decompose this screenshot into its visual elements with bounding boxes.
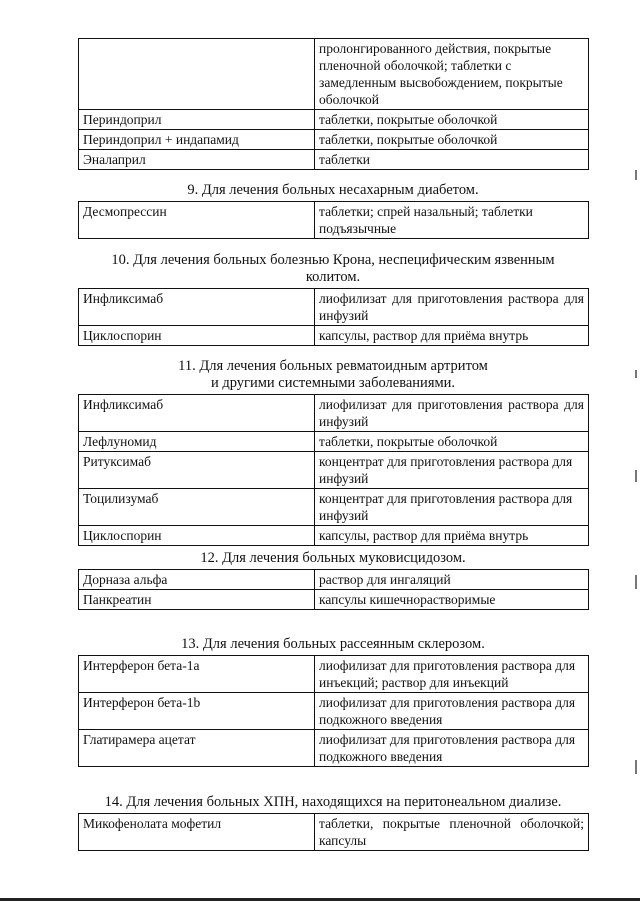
drug-name-cell: Глатирамера ацетат: [79, 730, 315, 767]
drug-name-cell: Периндоприл: [79, 110, 315, 130]
drug-table: [78, 201, 589, 239]
section-13: [78, 636, 588, 767]
drug-form-cell: концентрат для приготовления раствора для инфузий: [315, 489, 589, 526]
table-row: [79, 395, 589, 432]
section-10: [78, 252, 588, 346]
table-row: [79, 130, 589, 150]
drug-name-cell: Микофенолата мофетил: [79, 814, 315, 851]
drug-name-cell: Десмопрессин: [79, 202, 315, 239]
section-11: [78, 358, 588, 546]
table-row: [79, 814, 589, 851]
drug-form-cell: таблетки: [315, 150, 589, 170]
drug-form-cell: капсулы, раствор для приёма внутрь: [315, 326, 589, 346]
drug-name-cell: Циклоспорин: [79, 526, 315, 546]
section-heading-line2: и другими системными заболеваниями.: [210, 375, 456, 391]
table-row: [79, 39, 589, 110]
drug-table: [78, 813, 589, 851]
table-row: [79, 570, 589, 590]
drug-form-cell: капсулы кишечнорастворимые: [315, 590, 589, 610]
drug-form-cell: таблетки, покрытые оболочкой: [315, 130, 589, 150]
drug-name-cell: Инфликсимаб: [79, 289, 315, 326]
drug-name-cell: Панкреатин: [79, 590, 315, 610]
drug-table: [78, 288, 589, 346]
drug-name-cell: Лефлуномид: [79, 432, 315, 452]
drug-name-cell: Эналаприл: [79, 150, 315, 170]
drug-name-cell: Интерферон бета-1а: [79, 656, 315, 693]
drug-name-cell: Инфликсимаб: [79, 395, 315, 432]
drug-name-cell: Периндоприл + индапамид: [79, 130, 315, 150]
section-heading: 9. Для лечения больных несахарным диабетом.: [187, 182, 479, 198]
drug-name-cell: [79, 39, 315, 110]
table-row: [79, 526, 589, 546]
drug-form-cell: лиофилизат для приготовления раствора для подкожного введения: [315, 693, 589, 730]
page-bottom-edge: [0, 898, 640, 901]
table-row: [79, 452, 589, 489]
section-heading-line1: 11. Для лечения больных ревматоидным артритом: [178, 358, 488, 374]
scan-artifact: [635, 575, 637, 589]
table-row: [79, 656, 589, 693]
drug-form-cell: лиофилизат для приготовления раствора для инъекций; раствор для инъекций: [315, 656, 589, 693]
drug-form-cell: таблетки, покрытые пленочной оболочкой; капсулы: [315, 814, 589, 851]
scan-artifact: [635, 370, 637, 378]
drug-table: [78, 394, 589, 546]
drug-form-cell: таблетки, покрытые оболочкой: [315, 432, 589, 452]
drug-name-cell: Циклоспорин: [79, 326, 315, 346]
section-heading: 13. Для лечения больных рассеянным склерозом.: [181, 636, 485, 652]
drug-form-cell: пролонгированного действия, покрытые пленочной оболочкой; таблетки с замедленным высвобождением, покрытые оболочкой: [315, 39, 589, 110]
drug-form-cell: таблетки, покрытые оболочкой: [315, 110, 589, 130]
drug-name-cell: Ритуксимаб: [79, 452, 315, 489]
table-row: [79, 289, 589, 326]
table-row: [79, 730, 589, 767]
table-row: [79, 150, 589, 170]
table-row: [79, 110, 589, 130]
drug-form-cell: лиофилизат для приготовления раствора для инфузий: [315, 289, 589, 326]
section-12: [78, 550, 588, 610]
scan-artifact: [635, 760, 637, 774]
continued-drug-table: [78, 38, 589, 170]
drug-form-cell: лиофилизат для приготовления раствора для инфузий: [315, 395, 589, 432]
drug-form-cell: концентрат для приготовления раствора для инфузий: [315, 452, 589, 489]
drug-name-cell: Тоцилизумаб: [79, 489, 315, 526]
table-row: [79, 432, 589, 452]
section-heading: 14. Для лечения больных ХПН, находящихся на перитонеальном диализе.: [104, 794, 562, 810]
drug-form-cell: таблетки; спрей назальный; таблетки подъязычные: [315, 202, 589, 239]
table-row: [79, 590, 589, 610]
section-9: [78, 182, 588, 239]
continued-table-section: [78, 38, 588, 170]
scan-artifact: [635, 170, 637, 180]
table-row: [79, 326, 589, 346]
table-row: [79, 202, 589, 239]
drug-form-cell: раствор для ингаляций: [315, 570, 589, 590]
section-14: [78, 794, 588, 851]
drug-form-cell: капсулы, раствор для приёма внутрь: [315, 526, 589, 546]
drug-name-cell: Интерферон бета-1b: [79, 693, 315, 730]
drug-table: [78, 655, 589, 767]
section-heading: 10. Для лечения больных болезнью Крона, неспецифическим язвенным колитом.: [111, 252, 555, 285]
table-row: [79, 489, 589, 526]
drug-table: [78, 569, 589, 610]
table-row: [79, 693, 589, 730]
drug-form-cell: лиофилизат для приготовления раствора для подкожного введения: [315, 730, 589, 767]
scan-artifact: [635, 470, 637, 482]
drug-name-cell: Дорназа альфа: [79, 570, 315, 590]
section-heading: 12. Для лечения больных муковисцидозом.: [200, 550, 466, 566]
